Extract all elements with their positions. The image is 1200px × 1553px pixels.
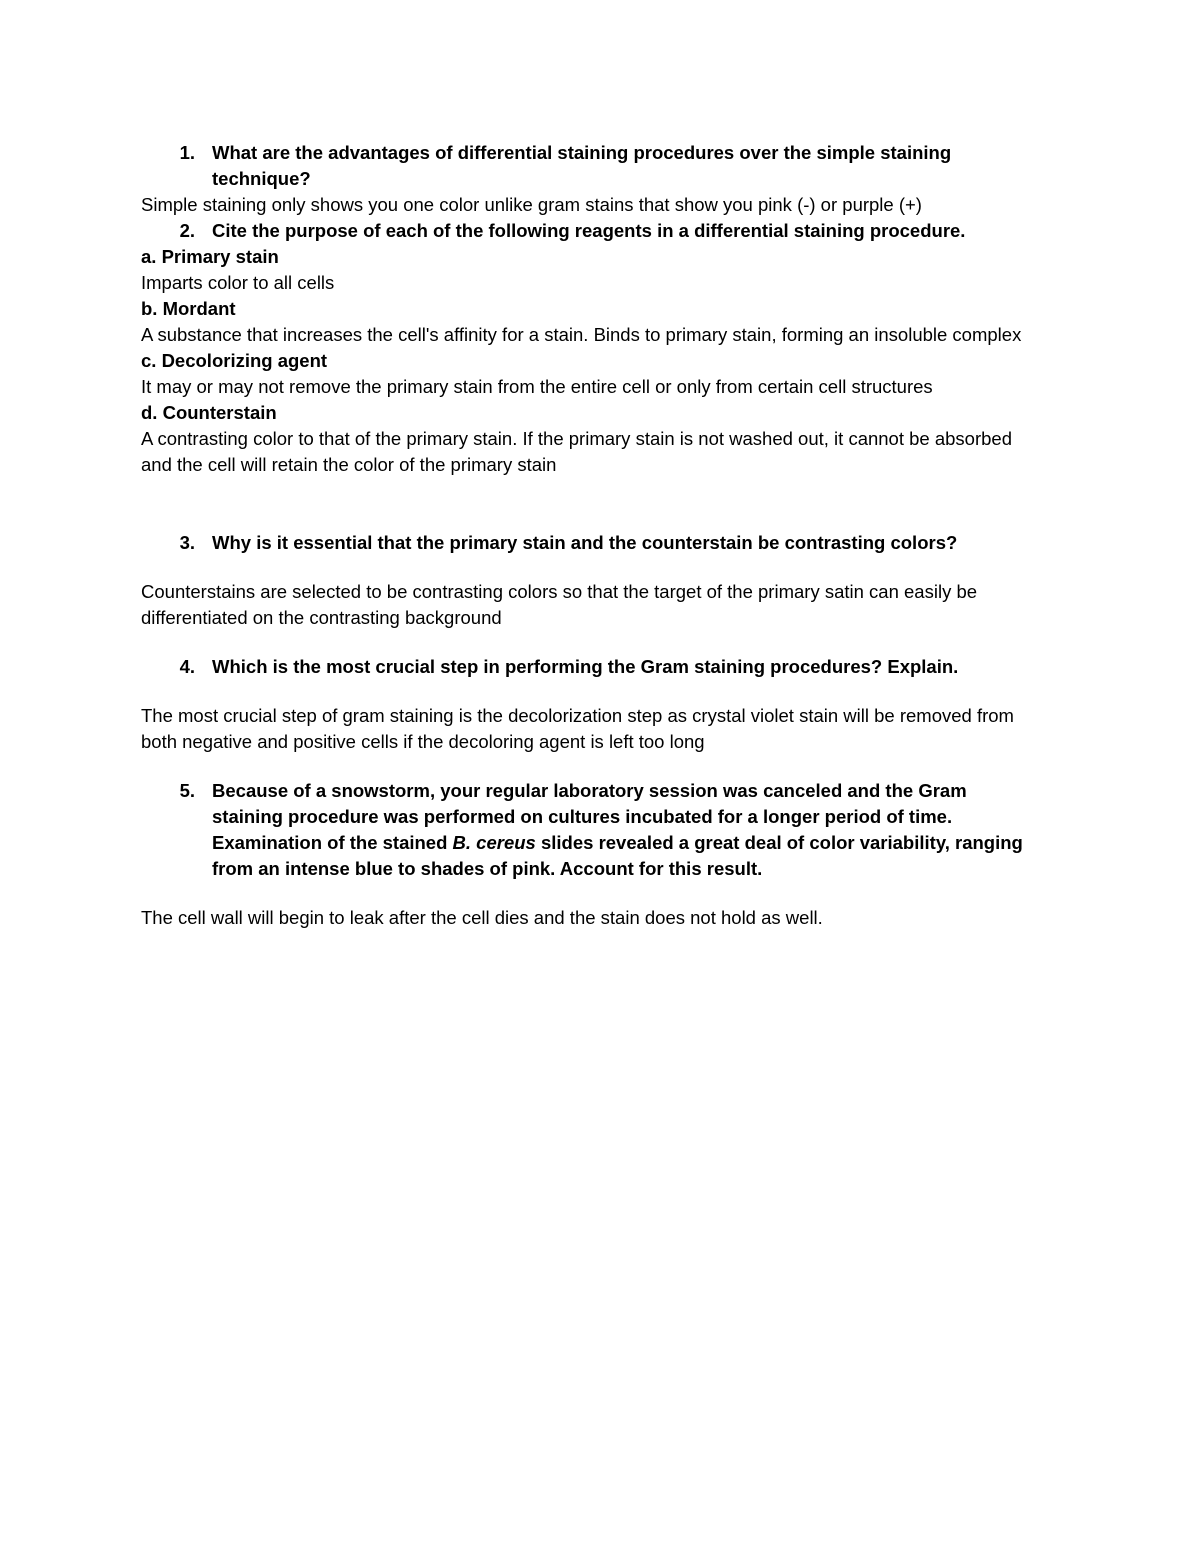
- part-label-b: b. Mordant: [141, 298, 236, 319]
- question-4: [141, 654, 1041, 680]
- question-number: 2.: [179, 220, 195, 241]
- part-answer-d: A contrasting color to that of the primary stain. If the primary stain is not washed out, it cannot be absorbed and the cell will retain the color of the primary stain: [141, 428, 1012, 475]
- organism-name: B. cereus: [452, 832, 536, 853]
- spacer: [141, 478, 1041, 530]
- question-text: What are the advantages of differential staining procedures over the simple staining technique?: [212, 142, 952, 189]
- part-label-d: d. Counterstain: [141, 402, 277, 423]
- question-2: [141, 218, 1041, 244]
- question-text: Why is it essential that the primary stain and the counterstain be contrasting colors?: [212, 532, 958, 553]
- question-3: [141, 530, 1041, 556]
- question-text: Which is the most crucial step in performing the Gram staining procedures? Explain.: [212, 656, 959, 677]
- question-text: [212, 778, 1041, 882]
- spacer: [141, 882, 1041, 905]
- spacer: [141, 631, 1041, 654]
- answer-4: The most crucial step of gram staining is the decolorization step as crystal violet stain will be removed from both negative and positive cells if the decoloring agent is left too long: [141, 705, 1014, 752]
- question-text-part: Because of a snowstorm, your regular laboratory session was canceled and the Gram staining procedure was performed on cultures incubated for a longer period of time. Examination of the stained: [212, 780, 967, 853]
- part-answer-a: Imparts color to all cells: [141, 272, 335, 293]
- question-1: [141, 140, 1041, 192]
- question-number: 5.: [179, 780, 195, 801]
- answer-1: Simple staining only shows you one color unlike gram stains that show you pink (-) or purple (+): [141, 194, 922, 215]
- question-text: Cite the purpose of each of the following reagents in a differential staining procedure.: [212, 220, 966, 241]
- part-label-c: c. Decolorizing agent: [141, 350, 328, 371]
- part-answer-c: It may or may not remove the primary stain from the entire cell or only from certain cell structures: [141, 376, 933, 397]
- answer-3: Counterstains are selected to be contrasting colors so that the target of the primary satin can easily be differentiated on the contrasting background: [141, 581, 978, 628]
- question-number: 3.: [179, 532, 195, 553]
- spacer: [141, 556, 1041, 579]
- question-number: 1.: [179, 142, 195, 163]
- part-label-a: a. Primary stain: [141, 246, 279, 267]
- question-text-part: slides revealed a great deal of color variability, ranging from an intense blue to shades of pink. Account for this result.: [212, 832, 1023, 879]
- question-number: 4.: [179, 656, 195, 677]
- document-body: [141, 140, 1041, 931]
- answer-5: The cell wall will begin to leak after the cell dies and the stain does not hold as well.: [141, 907, 823, 928]
- spacer: [141, 680, 1041, 703]
- question-5: [141, 778, 1041, 882]
- spacer: [141, 755, 1041, 778]
- part-answer-b: A substance that increases the cell's affinity for a stain. Binds to primary stain, forming an insoluble complex: [141, 324, 1022, 345]
